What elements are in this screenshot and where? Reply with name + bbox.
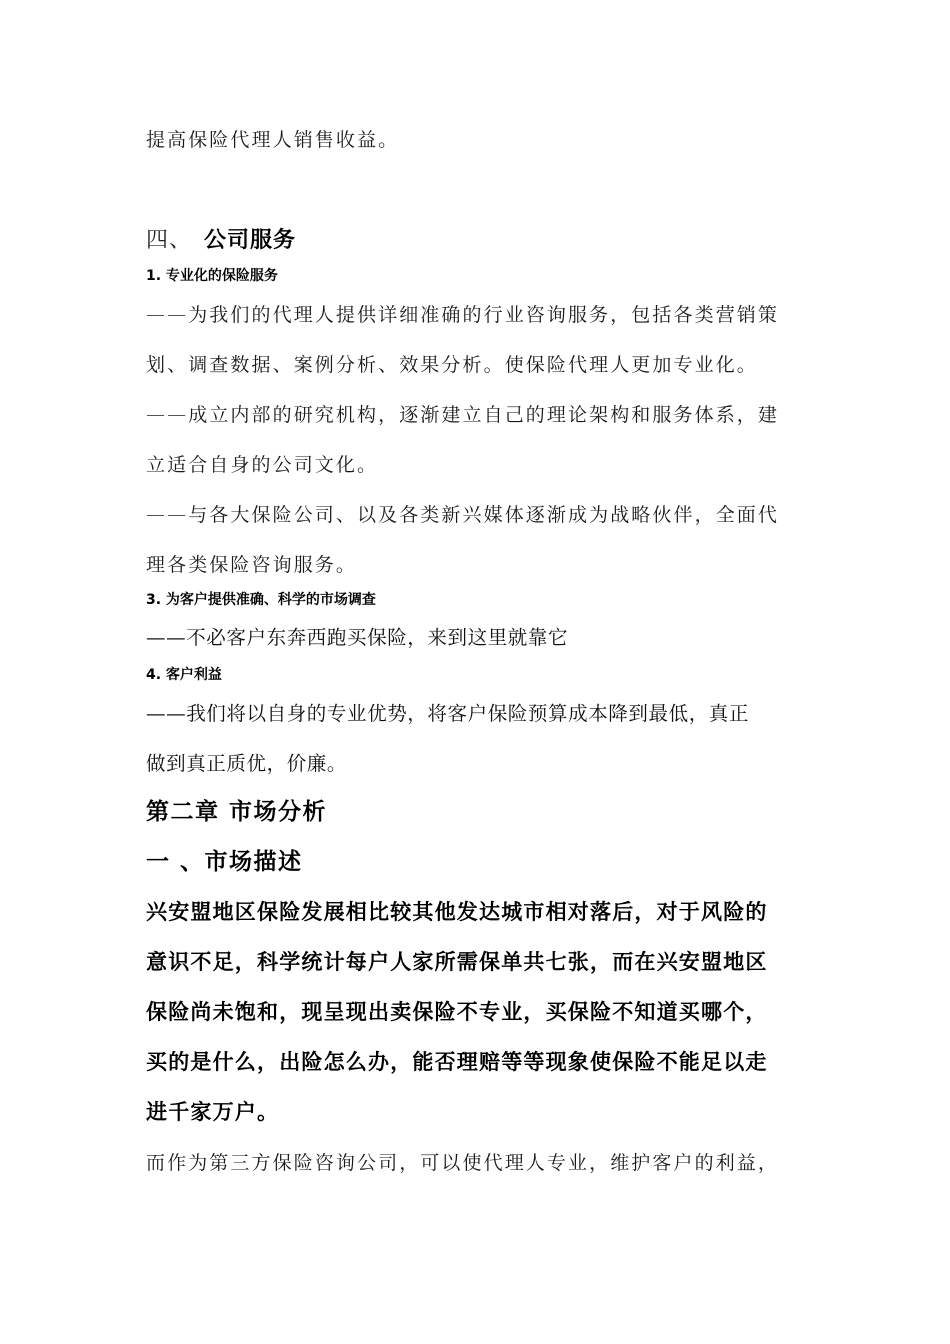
paragraph-line: 理各类保险咨询服务。 — [146, 554, 358, 576]
paragraph-line: 划、调查数据、案例分析、效果分析。使保险代理人更加专业化。 — [146, 354, 758, 376]
subheading-customer-benefit: 4. 客户利益 — [146, 667, 222, 683]
bold-paragraph-line: 买的是什么，出险怎么办，能否理赔等等现象使保险不能足以走 — [146, 1050, 768, 1074]
bold-paragraph-line: 进千家万户。 — [146, 1100, 280, 1124]
section-number: 四、 — [146, 228, 193, 253]
bold-paragraph-line: 保险尚未饱和，现呈现出卖保险不专业，买保险不知道买哪个， — [146, 1000, 768, 1024]
paragraph-line: ——我们将以自身的专业优势，将客户保险预算成本降到最低，真正 — [146, 702, 750, 725]
paragraph-line: 而作为第三方保险咨询公司，可以使代理人专业，维护客户的利益， — [146, 1152, 780, 1174]
subheading-professional-service: 1. 专业化的保险服务 — [146, 268, 278, 284]
paragraph-line: 提高保险代理人销售收益。 — [146, 129, 400, 151]
section-heading-market-description: 一 、市场描述 — [146, 849, 303, 875]
paragraph-line: ——成立内部的研究机构，逐渐建立自己的理论架构和服务体系，建 — [146, 404, 780, 426]
paragraph-line: ——不必客户东奔西跑买保险，来到这里就靠它 — [146, 626, 569, 649]
paragraph-line: 立适合自身的公司文化。 — [146, 454, 379, 476]
section-heading-company-services — [146, 230, 296, 252]
chapter-heading: 第二章 市场分析 — [146, 799, 328, 825]
paragraph-line: ——与各大保险公司、以及各类新兴媒体逐渐成为战略伙伴，全面代 — [146, 504, 780, 526]
section-title: 公司服务 — [204, 228, 297, 253]
paragraph-line: ——为我们的代理人提供详细准确的行业咨询服务，包括各类营销策 — [146, 304, 780, 326]
bold-paragraph-line: 兴安盟地区保险发展相比较其他发达城市相对落后，对于风险的 — [146, 900, 768, 924]
bold-paragraph-line: 意识不足，科学统计每户人家所需保单共七张，而在兴安盟地区 — [146, 950, 768, 974]
subheading-market-research: 3. 为客户提供准确、科学的市场调查 — [146, 592, 376, 608]
paragraph-line: 做到真正质优，价廉。 — [146, 752, 348, 775]
